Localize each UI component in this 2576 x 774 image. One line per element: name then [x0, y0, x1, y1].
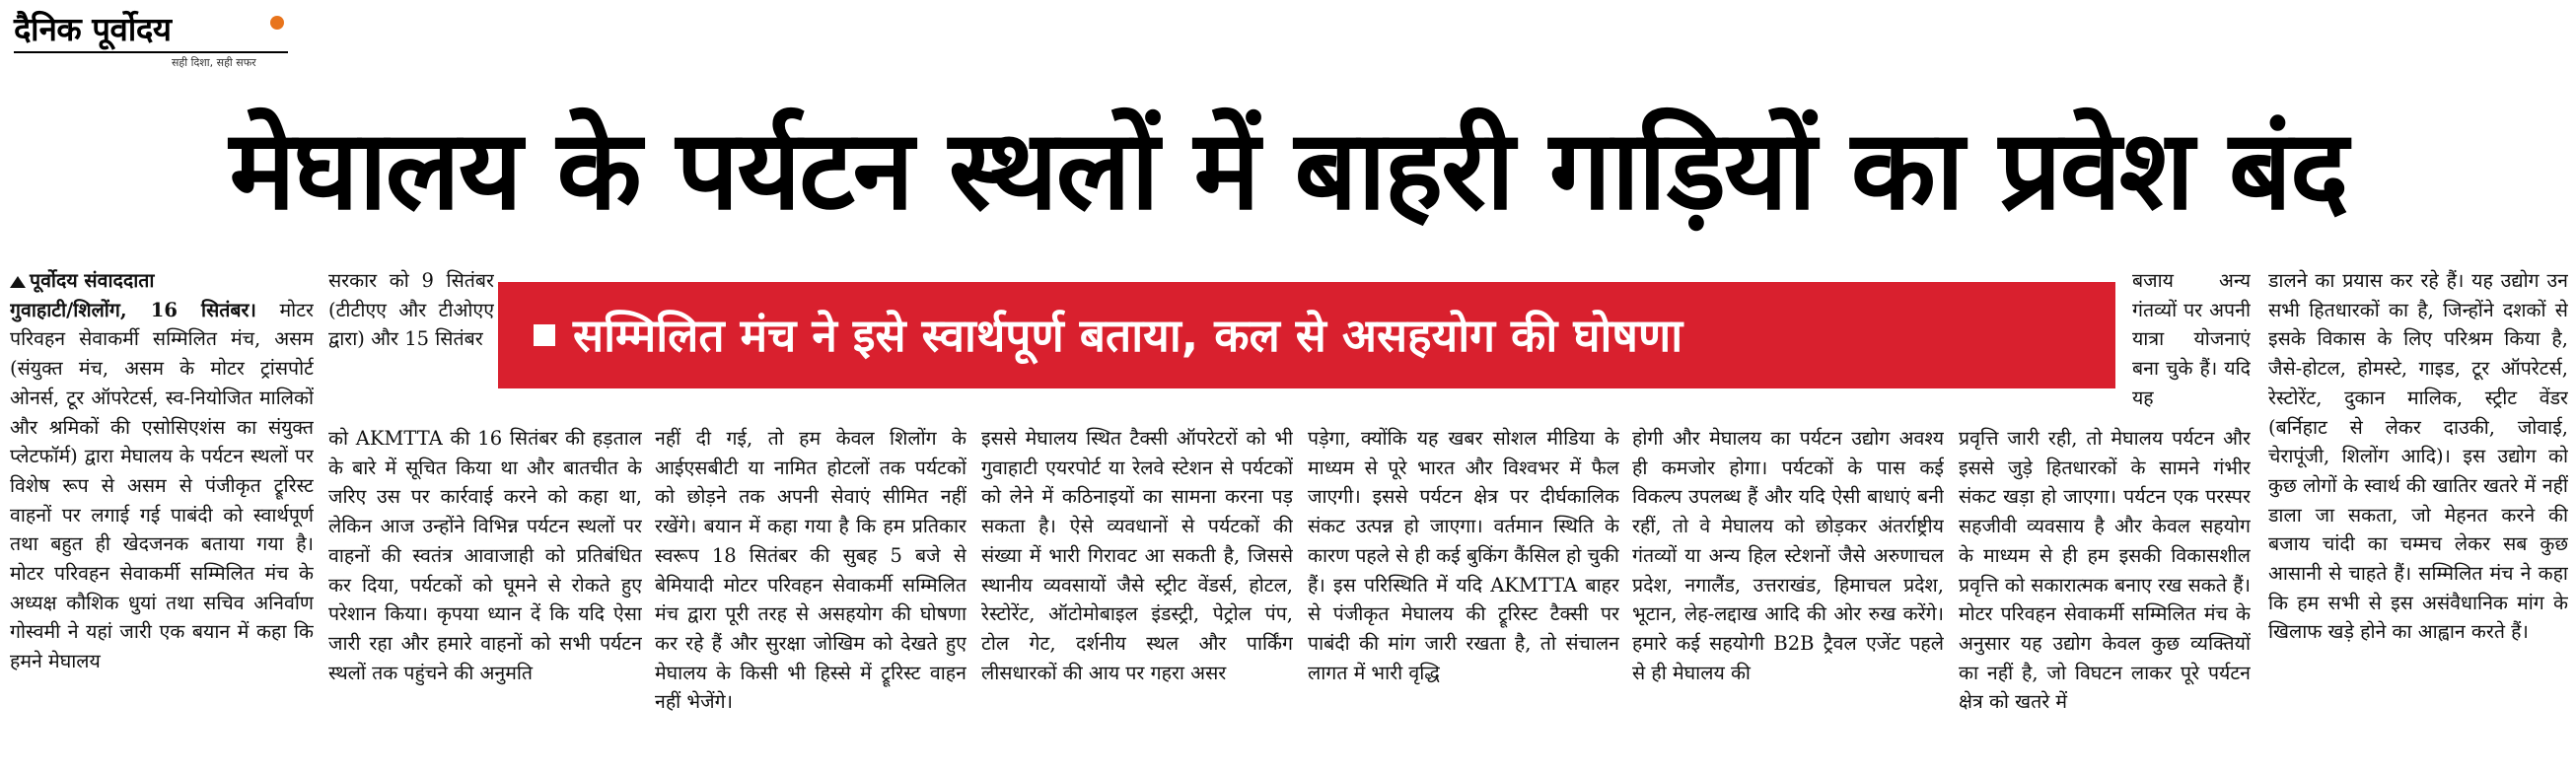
article-column-7-bottom: प्रवृत्ति जारी रही, तो मेघालय पर्यटन और इससे जुड़े हितधारकों के सामने गंभीर संकट खड़ा हो जाएगा। पर्यटन एक परस्पर सहजीवी व्यवसाय है और केवल सहयोग के माध्यम से ही हम इसकी विकासशील प्रवृत्ति को सकारात्मक बनाए रख सकते हैं। मोटर परिवहन सेवाकर्मी सम्मिलित मंच के अनुसार यह उद्योग केवल कुछ व्यक्तियों का नहीं है, जो विघटन लाकर पूरे पर्यटन क्षेत्र को खतरे में — [1959, 427, 2251, 714]
article-column-7-top: बजाय अन्य गंतव्यों पर अपनी यात्रा योजनाएं बना चुके हैं। यदि यह — [2132, 269, 2251, 409]
subheadline-banner — [498, 282, 2115, 388]
article-column-8: डालने का प्रयास कर रहे हैं। यह उद्योग उन सभी हितधारकों का है, जिन्होंने दशकों से इसके विकास के लिए परिश्रम किया है, जैसे-होटल, होमस्टे, गाइड, टूर ऑपरेटर्स, रेस्टोरेंट, दुकान मालिक, स्ट्रीट वेंडर (बर्निहाट से लेकर दाउकी, जोवाई, चेरापूंजी, शिलोंग आदि)। इस उद्योग को कुछ लोगों के स्वार्थ की खातिर खतरे में नहीं डाला जा सकता, जो मेहनत करने की बजाय चांदी का चम्मच लेकर सब कुछ आसानी से चाहते हैं। सम्मिलित मंच ने कहा कि हम सभी से इस असंवैधानिक मांग के खिलाफ खड़े होने का आह्वान करते हैं। — [2268, 269, 2568, 644]
article-column-4: इससे मेघालय स्थित टैक्सी ऑपरेटरों को भी गुवाहाटी एयरपोर्ट या रेलवे स्टेशन से पर्यटकों को लेने में कठिनाइयों का सामना करना पड़ सकता है। ऐसे व्यवधानों से पर्यटकों की संख्या में भारी गिरावट आ सकती है, जिससे स्थानीय व्यवसायों जैसे स्ट्रीट वेंडर्स, होटल, रेस्टोरेंट, ऑटोमोबाइल इंडस्ट्री, पेट्रोल पंप, टोल गेट, दर्शनीय स्थल और पार्किंग लीसधारकों की आय पर गहरा असर — [981, 427, 1293, 684]
masthead-rule — [14, 51, 288, 53]
article-column-6: होगी और मेघालय का पर्यटन उद्योग अवश्य ही कमजोर होगा। पर्यटकों के पास कई विकल्प उपलब्ध हैं और यदि ऐसी बाधाएं बनी रहीं, तो वे मेघालय को छोड़कर अंतर्राष्ट्रीय गंतव्यों या अन्य हिल स्टेशनों जैसे अरुणाचल प्रदेश, नगालैंड, उत्तराखंड, हिमाचल प्रदेश, भूटान, लेह-लद्दाख आदि की ओर रुख करेंगे। हमारे कई सहयोगी B2B ट्रैवल एजेंट पहले से ही मेघालय की — [1632, 427, 1944, 684]
masthead-logo — [14, 6, 280, 71]
masthead-name: दैनिक पूर्वोदय — [14, 10, 172, 48]
article-column-2-bottom: को AKMTTA की 16 सितंबर की हड़ताल के बारे में सूचित किया था और बातचीत के जरिए उस पर कार्रवाई करने को कहा था, लेकिन आज उन्होंने विभिन्न पर्यटन स्थलों पर वाहनों की स्वतंत्र आवाजाही को प्रतिबंधित कर दिया, पर्यटकों को घूमने से रोकते हुए परेशान किया। कृपया ध्यान दें कि यदि ऐसा जारी रहा और हमारे वाहनों को सभी पर्यटन स्थलों तक पहुंचने की अनुमति — [328, 427, 642, 684]
masthead-tagline: सही दिशा, सही सफर — [172, 56, 256, 69]
article-column-3: नहीं दी गई, तो हम केवल शिलोंग के आईएसबीटी या नामित होटलों तक पर्यटकों को छोड़ने तक अपनी सेवाएं सीमित नहीं रखेंगे। बयान में कहा गया है कि हम प्रतिकार स्वरूप 18 सितंबर की सुबह 5 बजे से बेमियादी मोटर परिवहन सेवाकर्मी सम्मिलित मंच द्वारा पूरी तरह से असहयोग की घोषणा कर रहे हैं और सुरक्षा जोखिम को देखते हुए मेघालय के किसी भी हिस्से में ट्रूरिस्ट वाहन नहीं भेजेंगे। — [655, 427, 966, 714]
square-bullet-icon — [534, 324, 555, 346]
logo-dot-icon — [270, 16, 284, 30]
article-column-1 — [10, 266, 314, 774]
article-text-col1: मोटर परिवहन सेवाकर्मी सम्मिलित मंच, असम (संयुक्त मंच, असम के मोटर ट्रांसपोर्ट ओनर्स, टूर ऑपरेटर्स, स्व-नियोजित मालिकों और श्रमिकों की एसोसिएशंस का संयुक्त प्लेटफॉर्म) द्वारा मेघालय के पर्यटन स्थलों पर विशेष रूप से असम से पंजीकृत ट्रूरिस्ट वाहनों पर लगाई गई पाबंदी को स्वार्थपूर्ण तथा बहुत ही खेदजनक बताया गया है। मोटर परिवहन सेवाकर्मी सम्मिलित मंच के अध्यक्ष कौशिक धुयां तथा सचिव अनिर्वाण गोस्वमी ने यहां जारी एक बयान में कहा कि हमने मेघालय — [10, 298, 314, 673]
subheadline-text: सम्मिलित मंच ने इसे स्वार्थपूर्ण बताया, कल से असहयोग की घोषणा — [573, 309, 1683, 362]
triangle-icon — [10, 276, 26, 288]
dateline: गुवाहाटी/शिलोंग, 16 सितंबर। — [10, 298, 256, 321]
byline — [10, 266, 314, 296]
article-column-2-top: सरकार को 9 सितंबर (टीटीएए और टीओएए द्वारा) और 15 सितंबर — [328, 269, 494, 351]
article-column-5: पड़ेगा, क्योंकि यह खबर सोशल मीडिया के माध्यम से पूरे भारत और विश्वभर में फैल जाएगी। इससे पर्यटन क्षेत्र पर दीर्घकालिक संकट उत्पन्न हो जाएगा। वर्तमान स्थिति के कारण पहले से ही कई बुकिंग कैंसिल हो चुकी हैं। इस परिस्थिति में यदि AKMTTA बाहर से पंजीकृत मेघालय की ट्रूरिस्ट टैक्सी पर पाबंदी की मांग जारी रखता है, तो संचालन लागत में भारी वृद्धि — [1308, 427, 1619, 684]
byline-text: पूर्वोदय संवाददाता — [30, 269, 155, 292]
headline: मेघालय के पर्यटन स्थलों में बाहरी गाड़ियों का प्रवेश बंद — [229, 106, 2347, 235]
